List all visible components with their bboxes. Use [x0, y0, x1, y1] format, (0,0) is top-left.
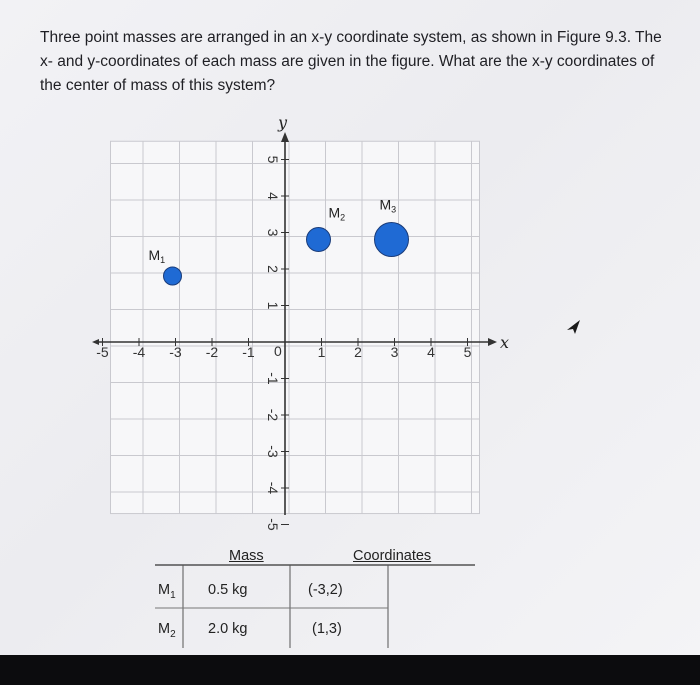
x-tick-label: 1 [317, 344, 326, 360]
x-tick-label: -2 [205, 344, 219, 360]
y-tick-label: -2 [265, 408, 281, 422]
table-cell-coords: (-3,2) [308, 582, 343, 598]
table-cell-mass: 0.5 kg [208, 582, 248, 598]
mass-label-m2: $M_2$ [328, 204, 346, 223]
x-tick-label: 2 [354, 344, 362, 360]
x-axis-title: x [500, 333, 510, 352]
grid-lines [111, 141, 480, 513]
table-row-label: $M_2$ [158, 621, 176, 640]
y-tick-label: -3 [265, 445, 281, 458]
table-header-coordinates: Coordinates [353, 548, 432, 564]
y-tick-label: 4 [265, 192, 281, 200]
origin-label: 0 [274, 343, 282, 359]
table-row-label: $M_1$ [158, 582, 176, 601]
y-axis-title: y [278, 113, 288, 132]
x-tick-label: 3 [390, 344, 399, 360]
table-cell-mass: 2.0 kg [208, 621, 248, 637]
grid-frame [111, 141, 480, 513]
y-tick-label: -1 [265, 372, 281, 385]
screen-bezel [0, 655, 700, 685]
x-tick-label: -4 [132, 344, 146, 360]
y-tick-label: -4 [265, 481, 281, 495]
mass-label-m3: $M_3$ [379, 196, 397, 215]
x-tick-label: 5 [463, 344, 472, 360]
x-tick-label: -1 [242, 344, 255, 360]
table-header-mass: Mass [229, 548, 264, 564]
x-tick-label: 4 [427, 344, 435, 360]
mass-point-m2 [307, 228, 331, 252]
y-tick-label: 1 [265, 301, 281, 310]
x-axis-arrow [488, 338, 497, 346]
y-tick-label: -5 [265, 518, 281, 531]
table-cell-coords: (1,3) [312, 621, 342, 637]
mass-point-m1 [164, 267, 182, 285]
x-tick-label: -5 [96, 344, 109, 360]
y-axis-arrow [281, 132, 289, 142]
mass-point-m3 [375, 223, 409, 257]
question-text: Three point masses are arranged in an x-y coordinate system, as shown in Figure 9.3. The x- and y-coordinates of each mass are given in the figure. What are the x-y coordinates of the center of mass of this system? [40, 29, 662, 94]
mass-label-m1: $M_1$ [148, 247, 166, 265]
mouse-pointer-icon [565, 318, 583, 338]
y-tick-label: 3 [265, 228, 281, 237]
y-tick-label: 5 [265, 155, 281, 164]
x-tick-label: -3 [169, 344, 182, 360]
y-tick-label: 2 [265, 265, 281, 273]
